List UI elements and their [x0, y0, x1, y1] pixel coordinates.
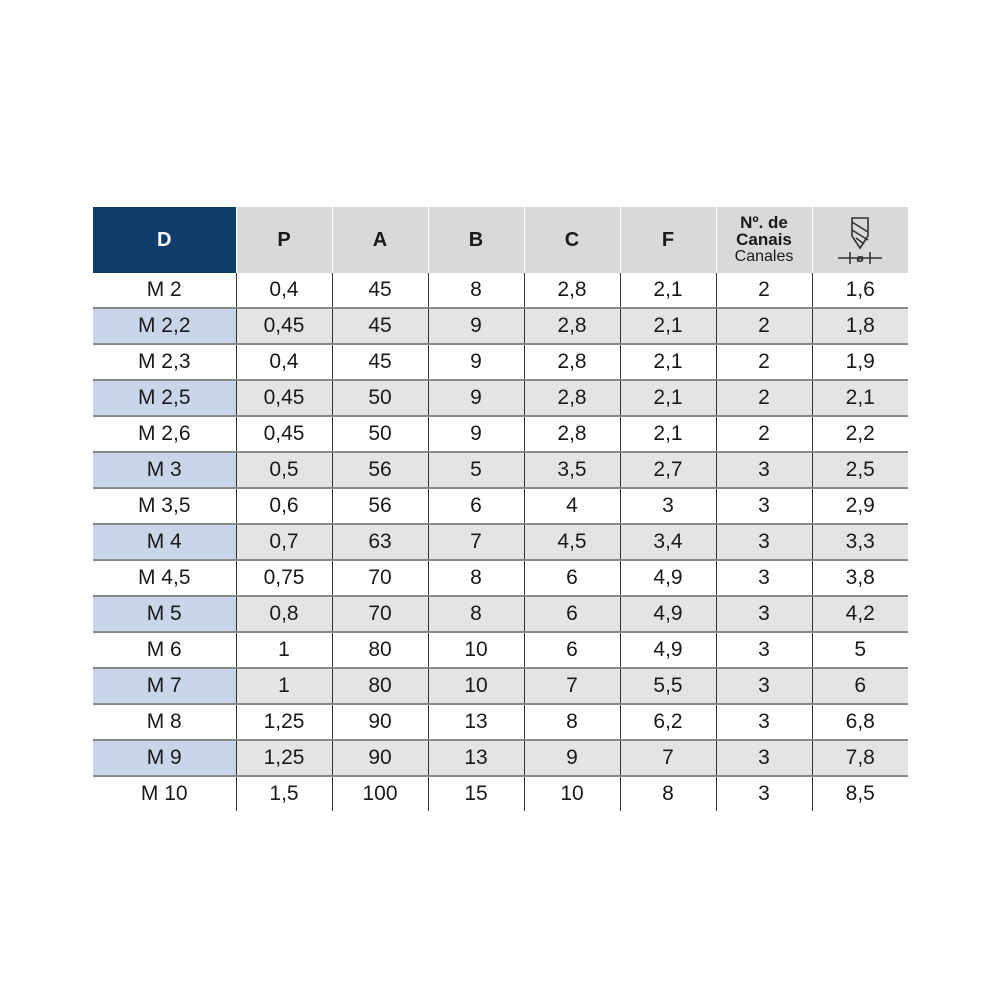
cell-a: 80 [332, 668, 428, 704]
cell-canais: 3 [716, 596, 812, 632]
cell-canais: 3 [716, 776, 812, 811]
cell-drill-diameter: 2,5 [812, 452, 908, 488]
cell-c: 3,5 [524, 452, 620, 488]
svg-text:ø: ø [856, 252, 865, 265]
cell-d: M 9 [93, 740, 236, 776]
cell-c: 2,8 [524, 273, 620, 308]
cell-d: M 3 [93, 452, 236, 488]
cell-d: M 7 [93, 668, 236, 704]
header-a: A [332, 207, 428, 273]
cell-canais: 3 [716, 488, 812, 524]
table-row [93, 596, 908, 632]
cell-p: 1,25 [236, 740, 332, 776]
cell-c: 4 [524, 488, 620, 524]
cell-b: 8 [428, 560, 524, 596]
cell-d: M 8 [93, 704, 236, 740]
cell-a: 50 [332, 416, 428, 452]
cell-canais: 3 [716, 668, 812, 704]
cell-b: 9 [428, 416, 524, 452]
cell-drill-diameter: 2,2 [812, 416, 908, 452]
cell-p: 0,4 [236, 273, 332, 308]
cell-a: 45 [332, 344, 428, 380]
spec-table [93, 207, 908, 811]
cell-b: 15 [428, 776, 524, 811]
cell-c: 8 [524, 704, 620, 740]
cell-d: M 2,3 [93, 344, 236, 380]
header-row [93, 207, 908, 273]
cell-a: 50 [332, 380, 428, 416]
cell-d: M 2,6 [93, 416, 236, 452]
table-row [93, 776, 908, 811]
cell-drill-diameter: 3,3 [812, 524, 908, 560]
cell-a: 70 [332, 560, 428, 596]
cell-b: 9 [428, 308, 524, 344]
header-canais-line1: Nº. de [740, 213, 788, 232]
cell-d: M 2,5 [93, 380, 236, 416]
table-row [93, 308, 908, 344]
header-canais-line2: Canais [736, 230, 792, 249]
cell-d: M 2 [93, 273, 236, 308]
cell-f: 2,1 [620, 380, 716, 416]
cell-drill-diameter: 2,9 [812, 488, 908, 524]
header-f: F [620, 207, 716, 273]
cell-p: 1,5 [236, 776, 332, 811]
header-d: D [93, 207, 236, 273]
cell-canais: 3 [716, 524, 812, 560]
cell-drill-diameter: 1,6 [812, 273, 908, 308]
cell-c: 2,8 [524, 344, 620, 380]
header-canais [716, 207, 812, 273]
cell-d: M 3,5 [93, 488, 236, 524]
table-row [93, 380, 908, 416]
cell-p: 0,75 [236, 560, 332, 596]
cell-b: 8 [428, 273, 524, 308]
cell-canais: 2 [716, 380, 812, 416]
cell-d: M 4 [93, 524, 236, 560]
cell-drill-diameter: 3,8 [812, 560, 908, 596]
cell-b: 9 [428, 380, 524, 416]
cell-p: 0,6 [236, 488, 332, 524]
cell-f: 3,4 [620, 524, 716, 560]
cell-f: 2,1 [620, 273, 716, 308]
cell-b: 5 [428, 452, 524, 488]
cell-f: 4,9 [620, 632, 716, 668]
cell-a: 70 [332, 596, 428, 632]
cell-d: M 5 [93, 596, 236, 632]
cell-drill-diameter: 8,5 [812, 776, 908, 811]
cell-c: 2,8 [524, 308, 620, 344]
cell-b: 9 [428, 344, 524, 380]
cell-a: 100 [332, 776, 428, 811]
cell-drill-diameter: 6,8 [812, 704, 908, 740]
cell-c: 4,5 [524, 524, 620, 560]
cell-drill-diameter: 2,1 [812, 380, 908, 416]
cell-a: 63 [332, 524, 428, 560]
cell-p: 0,5 [236, 452, 332, 488]
cell-c: 10 [524, 776, 620, 811]
header-p: P [236, 207, 332, 273]
table-row [93, 668, 908, 704]
cell-a: 90 [332, 704, 428, 740]
cell-canais: 3 [716, 560, 812, 596]
cell-c: 6 [524, 632, 620, 668]
table-row [93, 452, 908, 488]
cell-c: 2,8 [524, 416, 620, 452]
cell-a: 45 [332, 273, 428, 308]
table-row [93, 524, 908, 560]
cell-d: M 6 [93, 632, 236, 668]
table-row [93, 740, 908, 776]
cell-c: 7 [524, 668, 620, 704]
table-row [93, 344, 908, 380]
cell-p: 0,4 [236, 344, 332, 380]
cell-canais: 3 [716, 632, 812, 668]
cell-canais: 2 [716, 416, 812, 452]
cell-p: 0,8 [236, 596, 332, 632]
cell-p: 1 [236, 632, 332, 668]
cell-b: 13 [428, 740, 524, 776]
cell-drill-diameter: 1,9 [812, 344, 908, 380]
cell-canais: 2 [716, 344, 812, 380]
header-b: B [428, 207, 524, 273]
cell-b: 6 [428, 488, 524, 524]
cell-f: 2,1 [620, 344, 716, 380]
cell-b: 8 [428, 596, 524, 632]
cell-p: 0,45 [236, 380, 332, 416]
cell-canais: 2 [716, 308, 812, 344]
cell-drill-diameter: 7,8 [812, 740, 908, 776]
cell-p: 0,7 [236, 524, 332, 560]
cell-p: 1,25 [236, 704, 332, 740]
cell-b: 10 [428, 632, 524, 668]
cell-c: 6 [524, 560, 620, 596]
table-row [93, 632, 908, 668]
cell-drill-diameter: 4,2 [812, 596, 908, 632]
cell-f: 7 [620, 740, 716, 776]
cell-p: 1 [236, 668, 332, 704]
cell-a: 90 [332, 740, 428, 776]
cell-canais: 3 [716, 704, 812, 740]
cell-f: 4,9 [620, 596, 716, 632]
cell-p: 0,45 [236, 308, 332, 344]
cell-a: 56 [332, 452, 428, 488]
cell-drill-diameter: 5 [812, 632, 908, 668]
cell-a: 80 [332, 632, 428, 668]
cell-a: 45 [332, 308, 428, 344]
cell-canais: 3 [716, 740, 812, 776]
cell-d: M 4,5 [93, 560, 236, 596]
cell-p: 0,45 [236, 416, 332, 452]
header-drill-diameter [812, 207, 908, 273]
table-row [93, 488, 908, 524]
cell-f: 2,7 [620, 452, 716, 488]
cell-b: 13 [428, 704, 524, 740]
cell-f: 2,1 [620, 308, 716, 344]
cell-drill-diameter: 1,8 [812, 308, 908, 344]
cell-f: 2,1 [620, 416, 716, 452]
header-canais-line3: Canales [734, 248, 794, 265]
cell-drill-diameter: 6 [812, 668, 908, 704]
cell-a: 56 [332, 488, 428, 524]
cell-c: 9 [524, 740, 620, 776]
table-row [93, 273, 908, 308]
table-row [93, 560, 908, 596]
cell-c: 6 [524, 596, 620, 632]
cell-b: 7 [428, 524, 524, 560]
header-c: C [524, 207, 620, 273]
cell-f: 3 [620, 488, 716, 524]
cell-canais: 3 [716, 452, 812, 488]
cell-d: M 2,2 [93, 308, 236, 344]
table-row [93, 704, 908, 740]
cell-c: 2,8 [524, 380, 620, 416]
cell-canais: 2 [716, 273, 812, 308]
drill-diameter-icon [834, 214, 886, 266]
cell-f: 8 [620, 776, 716, 811]
cell-f: 6,2 [620, 704, 716, 740]
cell-f: 4,9 [620, 560, 716, 596]
table-row [93, 416, 908, 452]
cell-f: 5,5 [620, 668, 716, 704]
cell-b: 10 [428, 668, 524, 704]
cell-d: M 10 [140, 782, 188, 805]
